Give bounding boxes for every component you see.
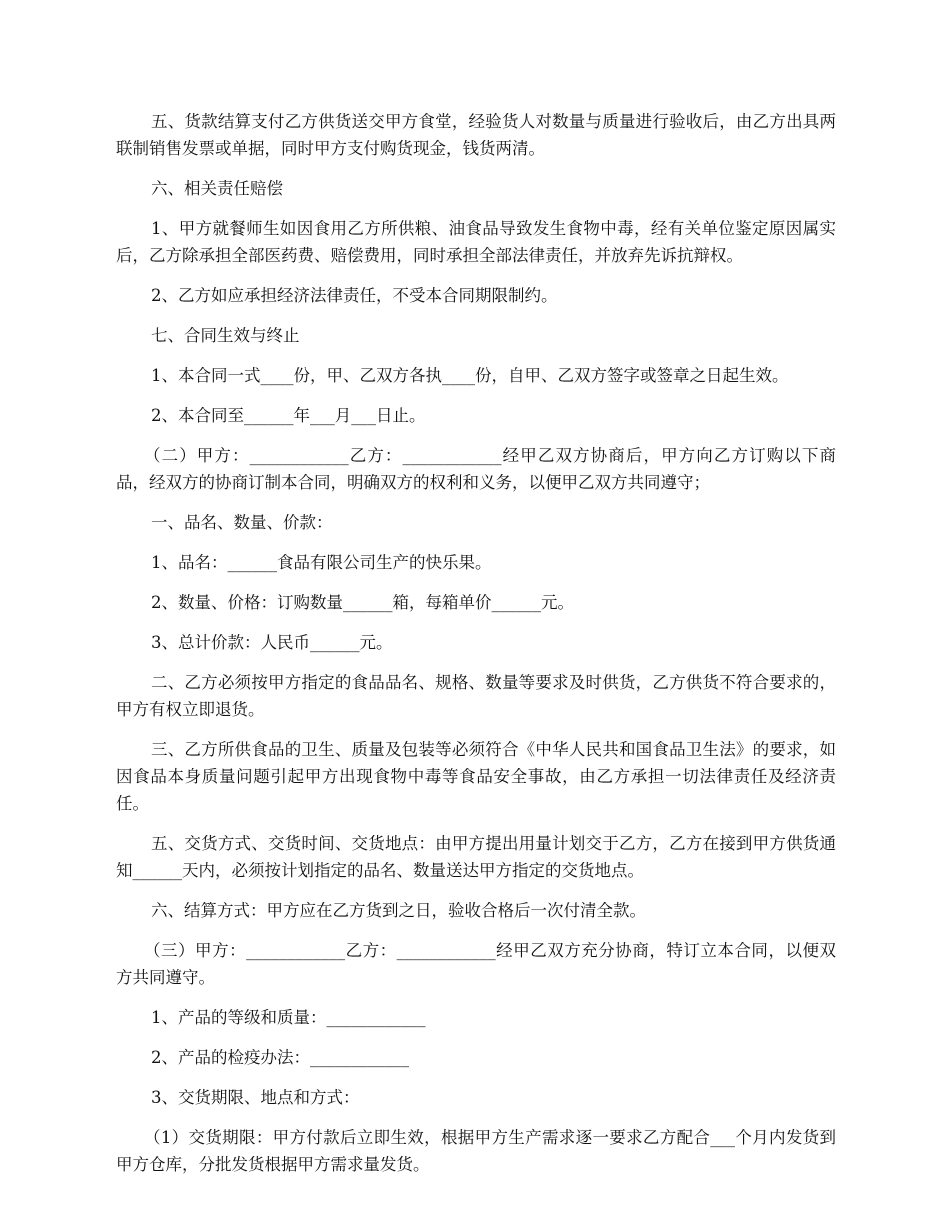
paragraph: 三、乙方所供食品的卫生、质量及包装等必须符合《中华人民共和国食品卫生法》的要求，如因食品本身质量问题引起甲方出现食物中毒等食品安全事故，由乙方承担一切法律责任及经济责任。 xyxy=(116,740,836,813)
paragraph: 六、结算方式：甲方应在乙方货到之日，验收合格后一次付清全款。 xyxy=(151,901,646,920)
section-heading: 六、相关责任赔偿 xyxy=(151,179,283,198)
document-body xyxy=(116,108,836,1191)
paragraph: 2、乙方如应承担经济法律责任，不受本合同期限制约。 xyxy=(151,286,558,305)
paragraph: 1、产品的等级和质量：____________ xyxy=(151,1008,426,1027)
section-heading: 一、品名、数量、价款： xyxy=(151,513,333,532)
paragraph: 2、产品的检疫办法：____________ xyxy=(151,1048,409,1067)
paragraph: 2、数量、价格：订购数量______箱，每箱单价______元。 xyxy=(151,593,574,612)
paragraph: 五、交货方式、交货时间、交货地点：由甲方提出用量计划交于乙方，乙方在接到甲方供货通知______天内，必须按计划指定的品名、数量送达甲方指定的交货地点。 xyxy=(116,834,836,880)
paragraph: 1、品名：______食品有限公司生产的快乐果。 xyxy=(151,553,492,572)
paragraph: 3、总计价款：人民币______元。 xyxy=(151,633,393,652)
section-heading: 3、交货期限、地点和方式： xyxy=(151,1088,360,1107)
paragraph: 二、乙方必须按甲方指定的食品品名、规格、数量等要求及时供货，乙方供货不符合要求的，甲方有权立即退货。 xyxy=(116,673,836,719)
paragraph: 1、甲方就餐师生如因食用乙方所供粮、油食品导致发生食物中毒，经有关单位鉴定原因属实后，乙方除承担全部医药费、赔偿费用，同时承担全部法律责任，并放弃先诉抗辩权。 xyxy=(116,219,836,265)
paragraph: （1）交货期限：甲方付款后立即生效，根据甲方生产需求逐一要求乙方配合___个月内发货到甲方仓库，分批发货根据甲方需求量发货。 xyxy=(116,1128,836,1174)
section-heading: 七、合同生效与终止 xyxy=(151,326,300,345)
paragraph: 2、本合同至______年___月___日止。 xyxy=(151,406,426,425)
paragraph: 1、本合同一式____份，甲、乙双方各执____份，自甲、乙双方签字或签章之日起生效。 xyxy=(151,366,789,385)
paragraph: 五、货款结算支付乙方供货送交甲方食堂，经验货人对数量与质量进行验收后，由乙方出具两联制销售发票或单据，同时甲方支付购货现金，钱货两清。 xyxy=(116,112,836,158)
paragraph: （三）甲方：____________乙方：____________经甲乙双方充分协商，特订立本合同，以便双方共同遵守。 xyxy=(116,941,836,987)
paragraph: （二）甲方：____________乙方：____________经甲乙双方协商后，甲方向乙方订购以下商品，经双方的协商订制本合同，明确双方的权利和义务，以便甲乙双方共同遵守； xyxy=(116,446,836,492)
